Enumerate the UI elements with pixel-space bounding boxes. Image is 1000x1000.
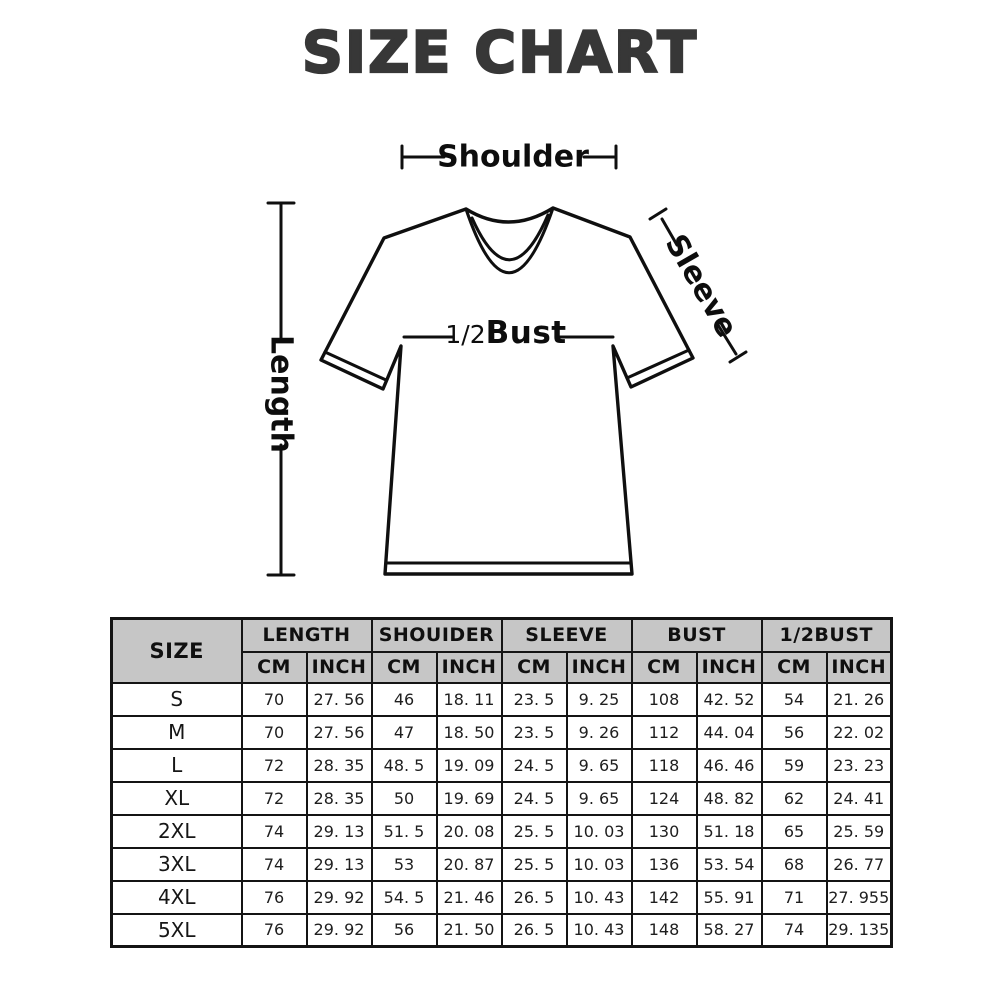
measurement-cell: 25. 5 <box>502 848 567 881</box>
measurement-cell: 21. 26 <box>827 683 892 716</box>
measurement-cell: 56 <box>762 716 827 749</box>
table-row <box>112 782 892 815</box>
measurement-cell: 24. 5 <box>502 782 567 815</box>
measurement-cell: 74 <box>762 914 827 947</box>
measurement-cell: 29. 135 <box>827 914 892 947</box>
measurement-cell: 9. 65 <box>567 782 632 815</box>
measurement-cell: 71 <box>762 881 827 914</box>
measurement-cell: 25. 59 <box>827 815 892 848</box>
unit-header: INCH <box>437 652 502 683</box>
measurement-cell: 9. 65 <box>567 749 632 782</box>
measurement-cell: 23. 5 <box>502 716 567 749</box>
measurement-cell: 19. 69 <box>437 782 502 815</box>
measurement-cell: 58. 27 <box>697 914 762 947</box>
table-row <box>112 683 892 716</box>
table-row <box>112 848 892 881</box>
size-cell: XL <box>112 782 242 815</box>
group-header: BUST <box>632 619 762 652</box>
measurement-cell: 29. 92 <box>307 881 372 914</box>
half-bust-label <box>445 315 566 351</box>
measurement-cell: 68 <box>762 848 827 881</box>
measurement-cell: 55. 91 <box>697 881 762 914</box>
measurement-cell: 26. 5 <box>502 881 567 914</box>
size-cell: 2XL <box>112 815 242 848</box>
tshirt-body-outline <box>321 208 693 574</box>
table-row <box>112 749 892 782</box>
measurement-cell: 21. 46 <box>437 881 502 914</box>
half-bust-fraction: 1/2 <box>445 320 486 349</box>
measurement-cell: 28. 35 <box>307 749 372 782</box>
unit-header: CM <box>632 652 697 683</box>
page-title: SIZE CHART <box>301 20 699 86</box>
measurement-cell: 53. 54 <box>697 848 762 881</box>
measurement-cell: 142 <box>632 881 697 914</box>
size-cell: S <box>112 683 242 716</box>
unit-header: CM <box>372 652 437 683</box>
measurement-cell: 9. 25 <box>567 683 632 716</box>
measurement-cell: 46. 46 <box>697 749 762 782</box>
size-column-header: SIZE <box>112 619 242 683</box>
measurement-cell: 22. 02 <box>827 716 892 749</box>
measurement-cell: 48. 5 <box>372 749 437 782</box>
size-cell: M <box>112 716 242 749</box>
measurement-cell: 26. 5 <box>502 914 567 947</box>
measurement-cell: 148 <box>632 914 697 947</box>
measurement-cell: 29. 92 <box>307 914 372 947</box>
measurement-cell: 124 <box>632 782 697 815</box>
sleeve-label: Sleeve <box>657 228 745 344</box>
measurement-cell: 26. 77 <box>827 848 892 881</box>
unit-header: CM <box>242 652 307 683</box>
table-row <box>112 914 892 947</box>
measurement-cell: 54. 5 <box>372 881 437 914</box>
measurement-cell: 56 <box>372 914 437 947</box>
measurement-cell: 54 <box>762 683 827 716</box>
measurement-cell: 70 <box>242 716 307 749</box>
size-cell: 5XL <box>112 914 242 947</box>
measurement-cell: 20. 87 <box>437 848 502 881</box>
measurement-cell: 44. 04 <box>697 716 762 749</box>
size-cell: L <box>112 749 242 782</box>
measurement-cell: 27. 56 <box>307 683 372 716</box>
measurement-cell: 23. 5 <box>502 683 567 716</box>
measurement-cell: 24. 5 <box>502 749 567 782</box>
measurement-cell: 24. 41 <box>827 782 892 815</box>
size-table-body <box>112 683 892 947</box>
measurement-cell: 72 <box>242 749 307 782</box>
tshirt-diagram-icon <box>250 140 760 610</box>
half-bust-word: Bust <box>485 315 567 351</box>
measurement-cell: 28. 35 <box>307 782 372 815</box>
unit-header: INCH <box>567 652 632 683</box>
table-row <box>112 881 892 914</box>
measurement-cell: 62 <box>762 782 827 815</box>
measurement-cell: 130 <box>632 815 697 848</box>
group-header: LENGTH <box>242 619 372 652</box>
size-cell: 4XL <box>112 881 242 914</box>
measurement-cell: 9. 26 <box>567 716 632 749</box>
measurement-cell: 53 <box>372 848 437 881</box>
measurement-cell: 108 <box>632 683 697 716</box>
unit-header: INCH <box>697 652 762 683</box>
measurement-cell: 50 <box>372 782 437 815</box>
measurement-cell: 10. 43 <box>567 881 632 914</box>
measurement-cell: 48. 82 <box>697 782 762 815</box>
measurement-cell: 10. 03 <box>567 815 632 848</box>
measurement-cell: 51. 18 <box>697 815 762 848</box>
measurement-cell: 72 <box>242 782 307 815</box>
group-header: SHOUIDER <box>372 619 502 652</box>
measurement-cell: 10. 03 <box>567 848 632 881</box>
measurement-cell: 65 <box>762 815 827 848</box>
unit-header: INCH <box>307 652 372 683</box>
measurement-cell: 59 <box>762 749 827 782</box>
size-table <box>110 617 893 948</box>
shoulder-label: Shoulder <box>437 139 589 175</box>
unit-header: CM <box>762 652 827 683</box>
measurement-cell: 76 <box>242 914 307 947</box>
measurement-cell: 29. 13 <box>307 815 372 848</box>
measurement-cell: 42. 52 <box>697 683 762 716</box>
table-row <box>112 815 892 848</box>
size-table-head <box>112 619 892 683</box>
measurement-cell: 118 <box>632 749 697 782</box>
measurement-cell: 18. 50 <box>437 716 502 749</box>
unit-header: INCH <box>827 652 892 683</box>
measurement-cell: 76 <box>242 881 307 914</box>
size-cell: 3XL <box>112 848 242 881</box>
measurement-cell: 10. 43 <box>567 914 632 947</box>
measurement-cell: 74 <box>242 848 307 881</box>
measurement-cell: 23. 23 <box>827 749 892 782</box>
measurement-cell: 74 <box>242 815 307 848</box>
group-header: 1/2BUST <box>762 619 892 652</box>
measurement-cell: 47 <box>372 716 437 749</box>
measurement-cell: 136 <box>632 848 697 881</box>
measurement-cell: 19. 09 <box>437 749 502 782</box>
measurement-cell: 51. 5 <box>372 815 437 848</box>
measurement-cell: 18. 11 <box>437 683 502 716</box>
measurement-cell: 27. 56 <box>307 716 372 749</box>
measurement-cell: 27. 955 <box>827 881 892 914</box>
measurement-cell: 112 <box>632 716 697 749</box>
measurement-cell: 25. 5 <box>502 815 567 848</box>
table-row <box>112 716 892 749</box>
measurement-cell: 21. 50 <box>437 914 502 947</box>
unit-header: CM <box>502 652 567 683</box>
measurement-cell: 20. 08 <box>437 815 502 848</box>
measurement-cell: 46 <box>372 683 437 716</box>
measurement-cell: 70 <box>242 683 307 716</box>
length-label: Length <box>263 335 299 453</box>
group-header: SLEEVE <box>502 619 632 652</box>
measurement-cell: 29. 13 <box>307 848 372 881</box>
